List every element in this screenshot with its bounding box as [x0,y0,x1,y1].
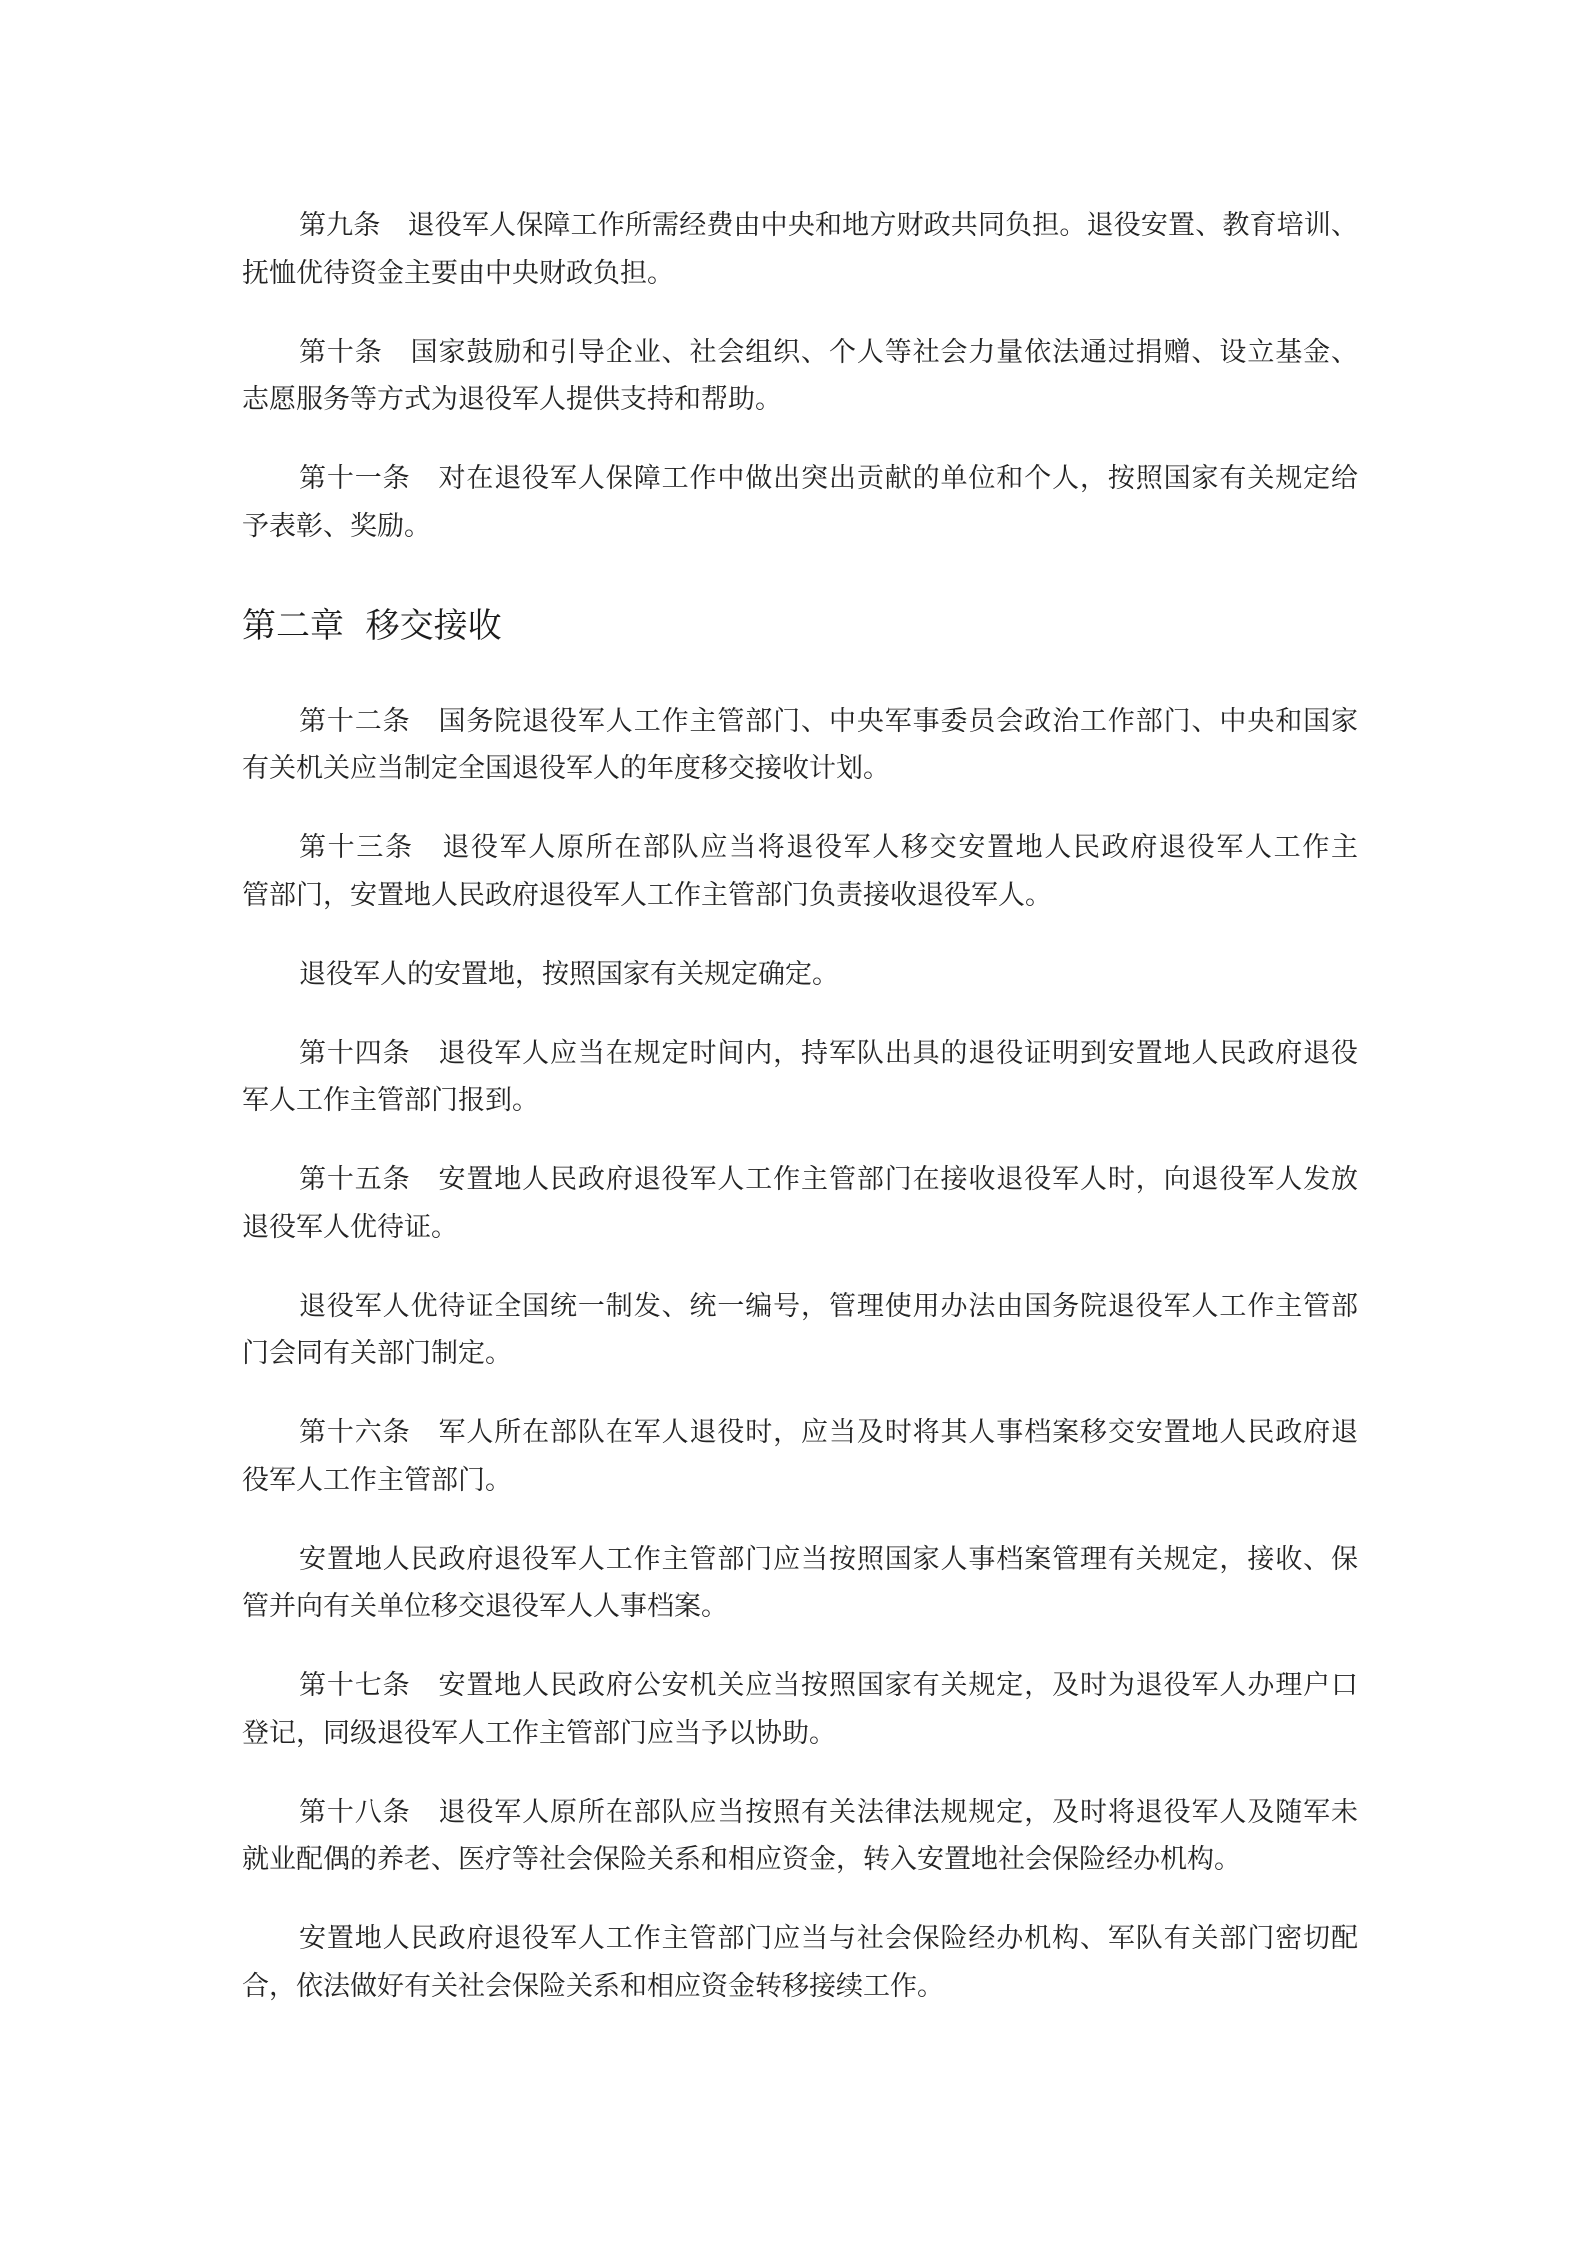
article-11 [242,455,1358,550]
article-9 [242,202,1358,297]
text-line: 第十一条 对在退役军人保障工作中做出突出贡献的单位和个人，按照国家有关规定给 [299,463,1358,494]
document-body [242,202,1358,2042]
text-line: 第十七条 安置地人民政府公安机关应当按照国家有关规定，及时为退役军人办理户口 [299,1670,1358,1702]
article-15-paragraph-2 [242,1283,1358,1378]
text-line: 第九条 退役军人保障工作所需经费由中央和地方财政共同负担。退役安置、教育培训、 [299,210,1358,241]
article-18-paragraph-2 [242,1915,1358,2010]
text-line: 予表彰、奖励。 [242,510,431,542]
text-line: 役军人工作主管部门。 [242,1464,512,1496]
text-line: 第十三条 退役军人原所在部队应当将退役军人移交安置地人民政府退役军人工作主 [299,832,1358,864]
article-18 [242,1789,1358,1884]
article-15 [242,1156,1358,1251]
text-line: 安置地人民政府退役军人工作主管部门应当按照国家人事档案管理有关规定，接收、保 [299,1543,1358,1575]
text-line: 退役军人优待证。 [242,1211,458,1243]
article-13-paragraph-2 [242,951,1358,999]
article-10 [242,329,1358,424]
text-line: 抚恤优待资金主要由中央财政负担。 [242,257,674,289]
article-12 [242,698,1358,793]
text-line: 安置地人民政府退役军人工作主管部门应当与社会保险经办机构、军队有关部门密切配 [299,1923,1358,1955]
article-16-paragraph-2 [242,1536,1358,1631]
text-line: 就业配偶的养老、医疗等社会保险关系和相应资金，转入安置地社会保险经办机构。 [242,1844,1241,1876]
text-line: 第十条 国家鼓励和引导企业、社会组织、个人等社会力量依法通过捐赠、设立基金、 [299,336,1358,368]
text-line: 第十五条 安置地人民政府退役军人工作主管部门在接收退役军人时，向退役军人发放 [299,1164,1358,1196]
text-line: 合，依法做好有关社会保险关系和相应资金转移接续工作。 [242,1970,944,2002]
text-line: 军人工作主管部门报到。 [242,1085,539,1117]
chapter-heading: 第二章 移交接收 [242,605,502,646]
text-line: 门会同有关部门制定。 [242,1338,512,1370]
text-line: 有关机关应当制定全国退役军人的年度移交接收计划。 [242,753,890,785]
text-line: 第十四条 退役军人应当在规定时间内，持军队出具的退役证明到安置地人民政府退役 [299,1037,1358,1069]
text-line: 登记，同级退役军人工作主管部门应当予以协助。 [242,1717,836,1749]
article-14 [242,1030,1358,1125]
text-line: 退役军人优待证全国统一制发、统一编号，管理使用办法由国务院退役军人工作主管部 [299,1290,1358,1322]
text-line: 志愿服务等方式为退役军人提供支持和帮助。 [242,384,782,415]
article-17 [242,1662,1358,1757]
text-line: 第十二条 国务院退役军人工作主管部门、中央军事委员会政治工作部门、中央和国家 [299,705,1358,737]
article-16 [242,1409,1358,1504]
text-line: 第十六条 军人所在部队在军人退役时，应当及时将其人事档案移交安置地人民政府退 [299,1417,1358,1449]
text-line: 管并向有关单位移交退役军人人事档案。 [242,1591,728,1623]
text-line: 退役军人的安置地，按照国家有关规定确定。 [299,958,839,990]
text-line: 第十八条 退役军人原所在部队应当按照有关法律法规规定，及时将退役军人及随军未 [299,1796,1358,1828]
article-13 [242,824,1358,919]
text-line: 管部门，安置地人民政府退役军人工作主管部门负责接收退役军人。 [242,879,1052,911]
